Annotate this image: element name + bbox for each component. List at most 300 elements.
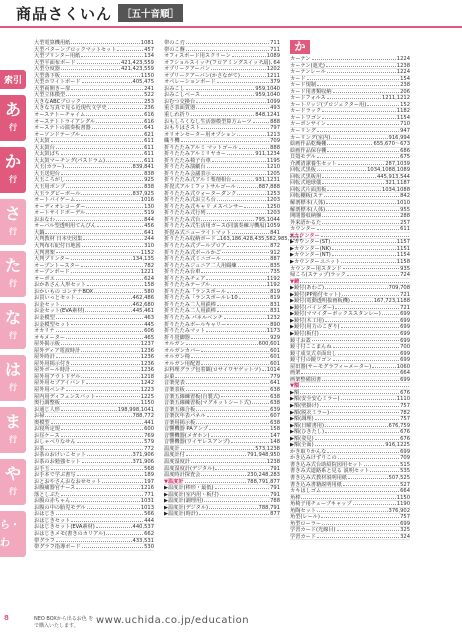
entry-page: 676,759 <box>388 422 410 429</box>
leader-dots <box>196 420 269 424</box>
entry-name: 音楽用掲示板 <box>164 419 196 426</box>
entry-name: オルガン用配置 <box>164 360 201 367</box>
entry-page: 1221 <box>140 269 154 276</box>
entry-name: 重さ表面質器 <box>164 105 196 112</box>
leader-dots <box>332 246 396 250</box>
entry-name: 音楽五線練習板(自製式) <box>164 393 220 400</box>
entry-page: 795,1044 <box>255 216 280 223</box>
entry-page: 1190 <box>396 501 410 508</box>
entry-page: 371,906 <box>132 452 154 459</box>
entry-page: 831 <box>270 301 280 308</box>
entry-name: ▶額(安全安心ミラー) <box>290 396 340 403</box>
leader-dots <box>117 47 143 51</box>
entry-page: 568 <box>144 465 154 472</box>
entry-page: 769 <box>144 432 154 439</box>
entry-page: 601 <box>270 347 280 354</box>
leader-dots <box>196 407 269 411</box>
entry-page: 1225 <box>140 393 154 400</box>
index-tab-row-label: 行 <box>9 435 17 444</box>
entry-page: 1154 <box>396 252 410 259</box>
leader-dots <box>81 348 140 352</box>
leader-dots <box>56 315 143 319</box>
leader-dots <box>196 99 266 103</box>
entry-page: 1236 <box>140 360 154 367</box>
entry-page: 163,186,428,435,582,985,1031 <box>219 236 303 243</box>
entry-page: 462,680 <box>132 301 154 308</box>
index-tabs <box>0 70 26 566</box>
entry-page: 772 <box>144 445 154 452</box>
leader-dots <box>61 73 140 77</box>
entry-name: ▶鏡付(PP箱付セット) <box>290 291 341 298</box>
leader-dots <box>241 73 266 77</box>
entry-name: 角型ローラー <box>290 520 322 527</box>
entry-name: オーディオレコーダー <box>34 203 86 210</box>
entry-name: お金セット(EVA素材) <box>34 308 85 315</box>
index-tab-row-label: 行 <box>9 557 17 566</box>
entry-name: 鏡寸付の鏡ワゴン <box>290 357 332 364</box>
entry-name: オフィスポード用スクリーン <box>164 53 231 60</box>
leader-dots <box>327 148 399 152</box>
leader-dots <box>77 60 120 64</box>
entry-page: 686 <box>400 147 410 154</box>
entry-page: 287,1039 <box>385 160 410 167</box>
entry-page: 1216 <box>140 485 154 492</box>
entry-name: ▶額(調理) <box>290 416 314 423</box>
entry-page: 709 <box>270 138 280 145</box>
leader-dots <box>325 285 388 289</box>
entry-name: 介護清潔養生セット <box>290 160 337 167</box>
entry-name: カードフォルス <box>290 95 326 102</box>
entry-page: 1158 <box>396 258 410 265</box>
entry-name: 大太鼓台 <box>34 144 55 151</box>
entry-name: お掃 <box>34 413 45 420</box>
index-tab[interactable] <box>0 251 26 297</box>
leader-dots <box>96 394 139 398</box>
entry-page: 797 <box>270 125 280 132</box>
leader-dots <box>227 151 254 155</box>
entry-page: 1203 <box>266 210 280 217</box>
entry-page: 1014 <box>266 367 280 374</box>
entry-name: 屋外用アウトドゲル <box>34 373 81 380</box>
leader-dots <box>61 171 143 175</box>
entry-page: 152 <box>400 101 410 108</box>
entry-name: ▶カウンター(ST) <box>290 239 331 246</box>
leader-dots <box>232 177 254 181</box>
leader-dots <box>244 204 265 208</box>
entry-page: 837,925 <box>132 190 154 197</box>
leader-dots <box>331 135 387 139</box>
index-tab[interactable] <box>0 199 26 245</box>
entry-page: 699 <box>400 324 410 331</box>
leader-dots <box>201 125 269 129</box>
leader-dots <box>191 459 266 463</box>
entry-name: 大型平面布ボード <box>34 59 76 66</box>
entry-name: オーソンドテーブル <box>34 131 81 138</box>
entry-name: 大玉送迎台 <box>34 170 60 177</box>
entry-page: 433,531 <box>132 537 154 544</box>
entry-name: 折りたたみチェア <box>164 275 206 282</box>
entry-page: 848,1241 <box>255 112 280 119</box>
entry-page: 507,525 <box>388 475 410 481</box>
entry-page: 638 <box>270 419 280 426</box>
entry-name: ▶温度計(デジタル) <box>164 504 209 511</box>
entry-page: 757 <box>400 514 410 521</box>
leader-dots <box>56 354 140 358</box>
entry-name: 温度湿度計(デジタル) <box>164 465 215 472</box>
leader-dots <box>87 505 140 509</box>
entry-name: 貝殻モデル <box>290 154 316 161</box>
entry-name: オルガン <box>164 341 185 348</box>
entry-name: 折りたたみ収納ボード <box>164 236 216 243</box>
leader-dots <box>204 498 269 502</box>
entry-page: 925 <box>144 177 154 184</box>
entry-name: 大きなABCブロック <box>34 98 81 105</box>
leader-dots <box>71 367 140 371</box>
entry-page: 887,888 <box>258 184 280 191</box>
entry-name: おはじきセット(EVA素材) <box>34 524 95 531</box>
entry-page: 788,791 <box>258 504 280 511</box>
leader-dots <box>322 108 396 112</box>
entry-page: 931,1231 <box>255 177 280 184</box>
entry-page: 1203 <box>266 197 280 204</box>
leader-dots <box>76 485 140 489</box>
entry-name: 折りたたみマット <box>164 328 206 335</box>
entry-name: 角棒 <box>290 494 301 501</box>
leader-dots <box>86 112 143 116</box>
index-tab-row-label: 行 <box>9 383 17 392</box>
entry-name: ▶鏡付(用力のこぎり) <box>290 324 340 331</box>
entry-name: おかいもの コンテナBOX <box>34 288 94 295</box>
entry-name: オフショルスイッチ(フロアミングスイッチ用) <box>164 59 271 66</box>
entry-page: 699 <box>400 357 410 364</box>
entry-page: 788,791,877 <box>246 478 280 485</box>
entry-name: 温度時計探査会 <box>164 472 201 479</box>
leader-dots <box>61 492 143 496</box>
index-tab[interactable] <box>0 459 26 505</box>
entry-page: 1192 <box>266 282 280 289</box>
entry-name: 大鍋 <box>34 229 45 236</box>
entry-page: 1173 <box>266 328 280 335</box>
entry-page: 611 <box>144 138 154 145</box>
entry-name: 屋外ディア電波時計 <box>34 347 81 354</box>
entry-name: かき取りかんな <box>290 448 327 455</box>
entry-name: おみこしベース <box>164 92 201 99</box>
entry-page: 959,1040 <box>255 85 280 92</box>
entry-page: 675 <box>400 154 410 161</box>
index-tab[interactable] <box>0 355 26 401</box>
entry-page: 1031 <box>140 498 154 505</box>
leader-dots <box>212 158 266 162</box>
entry-name: 温度計 <box>164 445 180 452</box>
entry-name: オプリークアーバン <box>164 66 210 73</box>
entry-name: 帯のこ盤 <box>164 46 185 53</box>
index-tab-row-label: 行 <box>9 279 17 288</box>
entry-name: 書き込み書籍説明用紙 <box>290 481 342 488</box>
leader-dots <box>86 210 143 214</box>
entry-page: 838 <box>144 184 154 191</box>
index-tab-kana: ら・わ <box>0 520 20 549</box>
leader-dots <box>217 79 269 83</box>
entry-name: 解剖標本(人体) <box>290 200 326 207</box>
index-tab-kana: ま <box>4 412 21 431</box>
leader-dots <box>206 328 266 332</box>
entry-name: 折りたたみアルミ マットゴール <box>164 144 238 151</box>
entry-name: ▼鏡 <box>290 278 300 285</box>
entry-name: ▼額 <box>290 383 300 390</box>
leader-dots <box>96 119 143 123</box>
leader-dots <box>322 521 399 525</box>
entry-page: 699 <box>400 330 410 337</box>
entry-page: 1192 <box>266 275 280 282</box>
entry-page: 916,1225 <box>385 442 410 449</box>
leader-dots <box>51 420 144 424</box>
entry-page: 154 <box>400 75 410 82</box>
leader-dots <box>61 66 120 70</box>
leader-dots <box>85 308 131 312</box>
leader-dots <box>56 511 143 515</box>
entry-name: オープンボード <box>34 269 70 276</box>
entry-name: ▶鏡付(板付) <box>290 330 319 337</box>
entry-name: 大判書架 <box>34 249 55 256</box>
entry-name: おしゃべりなせん <box>34 439 76 446</box>
entry-name: 角型(レール) <box>290 514 320 521</box>
entry-name: 回転棚板(ステ <box>290 193 324 200</box>
entry-page: 676 <box>400 429 410 436</box>
entry-name: 折りたたみ演劇台 <box>164 164 206 171</box>
leader-dots <box>45 230 143 234</box>
entry-page: 616 <box>144 118 154 125</box>
entry-page: 791 <box>270 465 280 472</box>
entry-name: オーステトトライアングル <box>34 118 96 125</box>
entry-name: オルガン椅 <box>164 354 190 361</box>
entry-page: 600 <box>144 426 154 433</box>
index-tab[interactable] <box>0 147 26 193</box>
entry-name: 折りたたみ式生活用ガース(同演奏練习機用) <box>164 223 267 230</box>
index-tab[interactable] <box>0 407 26 453</box>
leader-dots <box>201 269 269 273</box>
entry-page: 158 <box>270 426 280 433</box>
index-tab-kana: は <box>4 360 21 379</box>
leader-dots <box>327 449 399 453</box>
leader-dots <box>315 442 385 446</box>
leader-dots <box>56 328 144 332</box>
entry-page: 241 <box>144 85 154 92</box>
entry-name: お通じ人形 <box>34 406 60 413</box>
entry-name: カーリング(室内) <box>290 134 331 141</box>
entry-page: 890 <box>270 321 280 328</box>
index-column-1 <box>34 40 154 551</box>
entry-name: 開閉器収納盤 <box>290 213 322 220</box>
leader-dots <box>61 341 140 345</box>
entry-name: 鏡寸お蓋 <box>290 337 311 344</box>
index-tab[interactable] <box>0 303 26 349</box>
leader-dots <box>186 452 246 456</box>
leader-dots <box>372 364 396 368</box>
leader-dots <box>56 538 132 542</box>
entry-page: 198,998,1041 <box>117 406 154 413</box>
entry-name: 鏡寸付ここまんね <box>290 344 332 351</box>
leader-dots <box>191 335 269 339</box>
leader-dots <box>175 374 269 378</box>
index-tab[interactable] <box>0 95 26 141</box>
leader-dots <box>211 433 270 437</box>
entry-page: 462,486 <box>132 295 154 302</box>
leader-dots <box>201 92 254 96</box>
entry-name: 大太鼓ばち <box>34 151 60 158</box>
entry-name: お手玉 <box>34 465 50 472</box>
entry-page: 1059 <box>266 223 280 230</box>
leader-dots <box>327 69 396 73</box>
leader-dots <box>186 86 254 90</box>
leader-dots <box>325 423 388 427</box>
index-tab[interactable] <box>0 511 26 566</box>
entry-name: お茶 <box>34 445 45 452</box>
leader-dots <box>66 387 140 391</box>
entry-name: 音楽次年表パネル <box>164 413 206 420</box>
leader-dots <box>325 429 399 433</box>
index-tab-row-label: 行 <box>9 175 17 184</box>
entry-page: 1211,1212 <box>381 95 410 102</box>
entry-name: ▶カウンター(NT) <box>290 252 331 259</box>
leader-dots <box>227 289 269 293</box>
page-footer <box>0 610 462 644</box>
entry-page: 493 <box>270 105 280 112</box>
leader-dots <box>338 351 399 355</box>
entry-page: 134,135 <box>132 256 154 263</box>
entry-name: ▶温度計(室内用・板付) <box>164 491 219 498</box>
leader-dots <box>82 99 143 103</box>
entry-name: オーステトの演奏板書器 <box>34 125 91 132</box>
entry-page: 888 <box>270 144 280 151</box>
entry-name: おはじきセット <box>34 517 71 524</box>
entry-name: ▶鏡付(木工用) <box>290 317 324 324</box>
entry-page: 699 <box>400 337 410 344</box>
leader-dots <box>86 204 143 208</box>
kana-section-heading: か <box>290 40 310 54</box>
leader-dots <box>326 207 399 211</box>
entry-page: 639 <box>270 406 280 413</box>
leader-dots <box>92 125 143 129</box>
entry-name: 大きな写真で見る近現代文学史 <box>34 105 107 112</box>
leader-dots <box>343 266 399 270</box>
entry-name: 折りたたみ式キャリ メスペンサー <box>164 203 244 210</box>
leader-dots <box>108 105 143 109</box>
entry-name: 折りたたみ式ミニゴール <box>164 256 221 263</box>
leader-dots <box>71 40 139 44</box>
entry-page: 838 <box>144 170 154 177</box>
entry-page: 1150 <box>140 72 154 79</box>
entry-name: オプリークアーバン(かさながて) <box>164 72 240 79</box>
entry-name: 画架整備図書 <box>290 376 322 383</box>
leader-dots <box>338 161 385 165</box>
entry-page: 530 <box>144 544 154 551</box>
entry-page: 699 <box>400 317 410 324</box>
entry-name: 帯グラフ指導ボード <box>34 544 81 551</box>
entry-name: カードラック <box>290 108 322 115</box>
entry-page: 887 <box>270 256 280 263</box>
entry-page: 206 <box>400 88 410 95</box>
entry-page: 522 <box>144 92 154 99</box>
leader-dots <box>185 479 246 483</box>
entry-name: カウンター <box>290 226 316 233</box>
entry-page: 819 <box>270 295 280 302</box>
leader-dots <box>82 544 143 548</box>
entry-page: 699 <box>400 376 410 383</box>
entry-name: 大玉ラグビーボール <box>34 190 81 197</box>
entry-name: ▶鏡付(電動透明抜画板機) <box>290 298 350 305</box>
entry-page: 844 <box>144 216 154 223</box>
entry-name: オーバル型透明用てんびん <box>34 223 96 230</box>
leader-dots <box>71 86 143 90</box>
entry-page: 147 <box>270 432 280 439</box>
entry-name: カード規制 <box>290 82 316 89</box>
entry-name: 折りたたみ「ランスポール <box>164 288 226 295</box>
entry-name: 学習カード <box>290 533 316 540</box>
entry-page: 445 <box>144 321 154 328</box>
leader-dots <box>201 217 254 221</box>
entry-name: かき込みけずりこの <box>290 455 337 462</box>
index-tab-row-label: 行 <box>9 227 17 236</box>
leader-dots <box>353 501 396 505</box>
entry-name: おはじきメモ(書きのカリアル) <box>34 531 106 538</box>
leader-dots <box>338 455 399 459</box>
footer-url[interactable]: www.uchida.co.jp/education <box>96 615 250 626</box>
leader-dots <box>221 394 269 398</box>
entry-page: 721 <box>400 291 410 298</box>
entry-page: 134 <box>144 53 154 60</box>
entry-page: 757 <box>400 416 410 423</box>
entry-page: 197 <box>144 478 154 485</box>
leader-dots <box>106 531 143 535</box>
entry-name: ▶温度計(調理用) <box>164 498 204 505</box>
entry-name: ▶カウンター(NK) <box>290 245 332 252</box>
entry-name: ▼温度計 <box>164 478 184 485</box>
entry-name: カード <box>290 75 306 82</box>
entry-name: 音楽五線合板 <box>164 406 196 413</box>
entry-page: 877 <box>270 511 280 518</box>
leader-dots <box>237 132 266 136</box>
leader-dots <box>239 145 270 149</box>
entry-name: 折畳み式ニューライトマット <box>164 229 232 236</box>
entry-page: 1152 <box>140 249 154 256</box>
leader-dots <box>227 322 269 326</box>
entry-name: 折りたたみ二人用鉄棒 <box>164 301 216 308</box>
leader-dots <box>181 446 255 450</box>
index-tab-kana: さ <box>4 204 21 223</box>
entry-name: 大型プリンター用紙 <box>34 53 81 60</box>
entry-name: 大型パターンブロックマットセット <box>34 46 117 53</box>
entry-name: 大型落下板 <box>34 72 60 79</box>
entry-page: 607 <box>270 413 280 420</box>
entry-name: お昼ケース <box>34 432 60 439</box>
entry-page: 782 <box>144 262 154 269</box>
leader-dots <box>71 498 139 502</box>
entry-name: オーステトーチャイム <box>34 112 86 119</box>
entry-name: 屋外ボール時計 <box>34 367 71 374</box>
entry-name: おとおやさんおなおせセット <box>34 478 102 485</box>
leader-dots <box>215 485 270 489</box>
leader-dots <box>327 187 381 191</box>
leader-dots <box>66 335 143 339</box>
entry-page: 379 <box>270 79 280 86</box>
entry-name: お手本で学ぶ書写 <box>34 472 76 479</box>
entry-page: 699 <box>400 520 410 527</box>
index-entry <box>290 534 410 541</box>
footer-note: NEO BOXから出るお色 をで購入いたします。 <box>34 616 94 629</box>
entry-name: 折り畳脚器 <box>164 334 190 341</box>
entry-page: 1157 <box>396 239 410 246</box>
leader-dots <box>201 361 269 365</box>
